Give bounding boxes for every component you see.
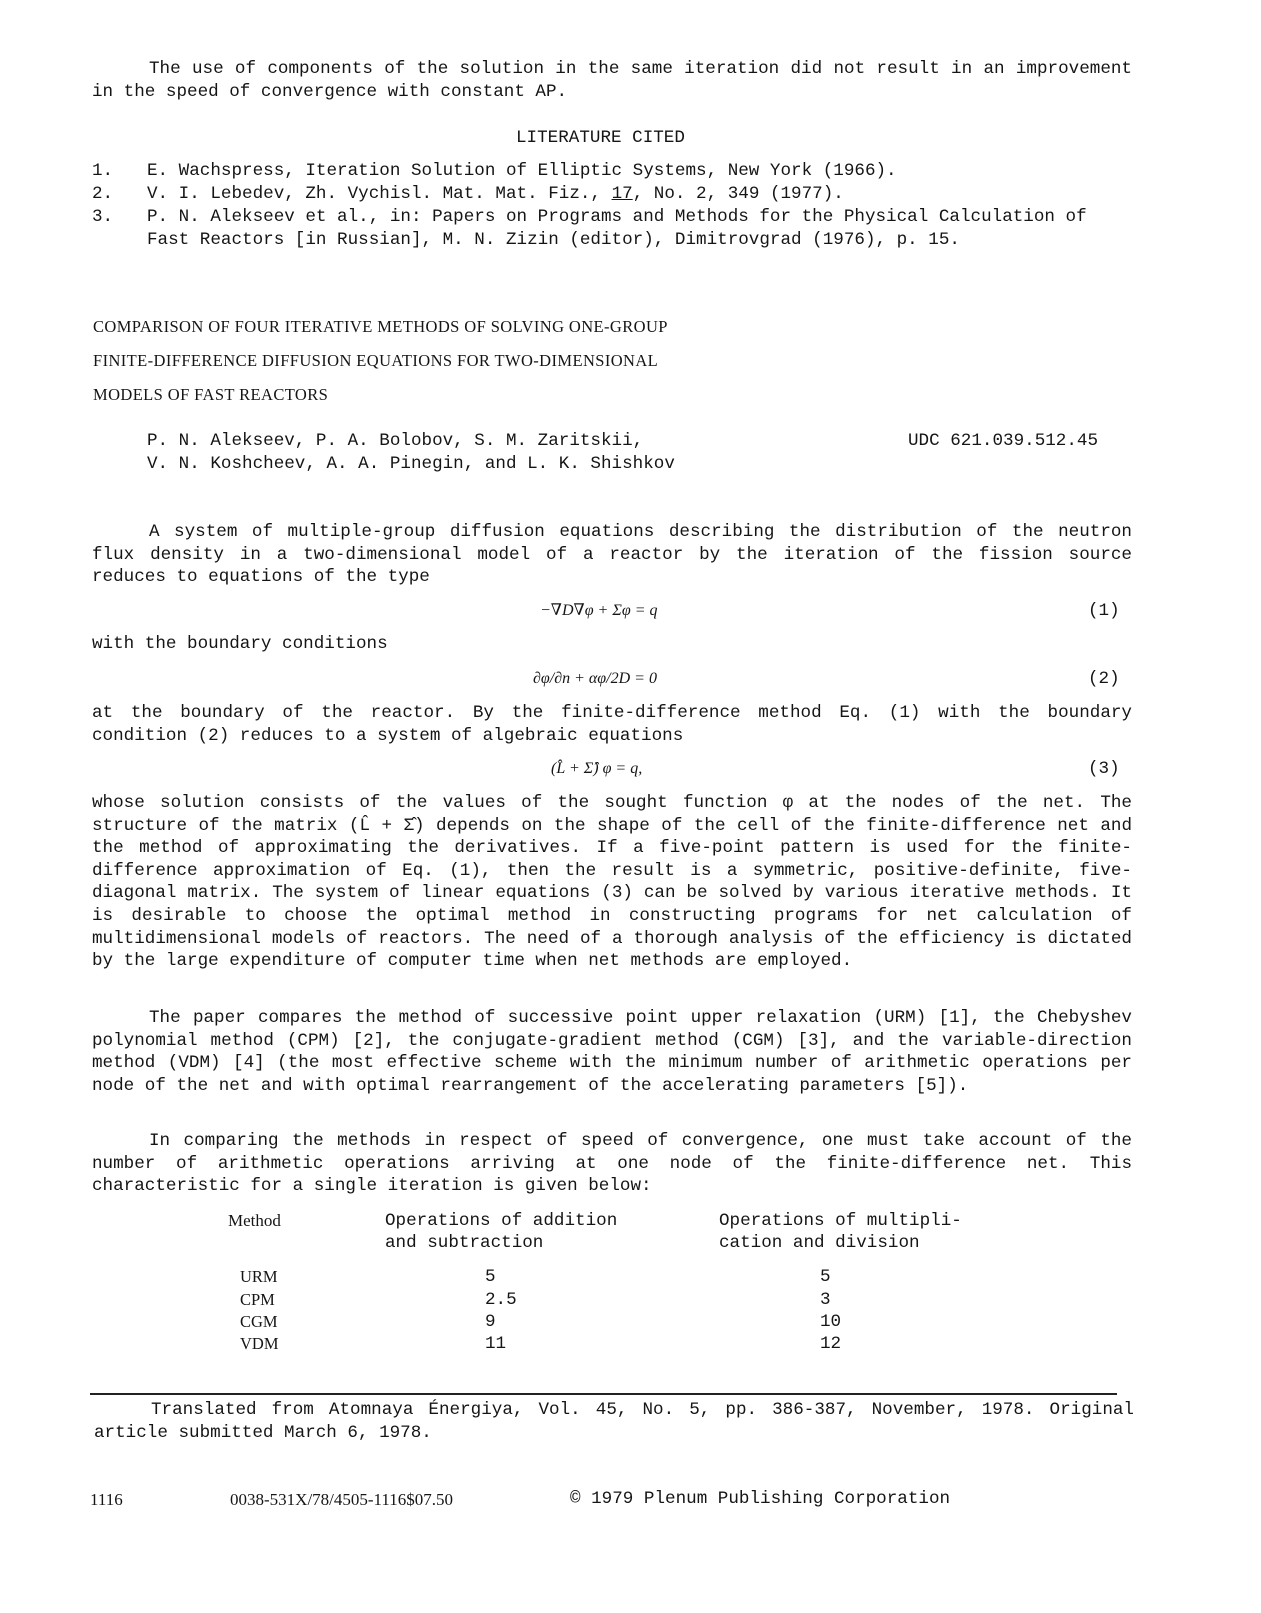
ref-number: 2. <box>92 184 114 204</box>
table-cell-method: CGM <box>240 1312 278 1331</box>
table-header: Method <box>228 1211 281 1230</box>
article-title-line: COMPARISON OF FOUR ITERATIVE METHODS OF SOLVING ONE-GROUP <box>93 317 668 336</box>
ref-number: 3. <box>92 207 114 227</box>
table-header: Operations of multipli- cation and division <box>719 1211 962 1253</box>
body-text: with the boundary conditions <box>92 634 388 654</box>
table-cell: 12 <box>820 1334 842 1354</box>
equation-3: (L̂ + Σ̂) φ = q, <box>551 760 643 777</box>
ref-text: E. Wachspress, Iteration Solution of Elliptic Systems, New York (1966). <box>147 161 897 181</box>
udc-code: UDC 621.039.512.45 <box>908 431 1099 451</box>
literature-heading: LITERATURE CITED <box>516 128 685 148</box>
body-paragraph: whose solution consists of the values of the sought function φ at the nodes of the net. The structure of the matrix (L̂ + Σ̂) depends on the shape of the cell of the finite-difference net and the method of approximating the derivatives. If a five-point pattern is used for the finite-difference approximation of Eq. (1), then the result is a symmetric, positive-definite, five-diagonal matrix. The system of linear equations (3) can be solved by various iterative methods. It is desirable to choose the optimal method in constructing programs for net calculation of multidimensional models of reactors. The need of a thorough analysis of the efficiency is dictated by the large expenditure of computer time when net methods are employed. <box>92 793 1132 972</box>
copyright: © 1979 Plenum Publishing Corporation <box>570 1489 951 1509</box>
table-cell: 9 <box>485 1312 496 1332</box>
table-cell-method: CPM <box>240 1290 275 1309</box>
ref-volume: 17 <box>611 184 633 204</box>
intro-paragraph: The use of components of the solution in the same iteration did not result in an improvement in the speed of convergence with constant AP. <box>92 59 1132 102</box>
footnote-rule <box>90 1393 1117 1395</box>
table-cell: 10 <box>820 1312 842 1332</box>
body-paragraph: In comparing the methods in respect of speed of convergence, one must take account of the number of arithmetic operations arriving at one node of the finite-difference net. This characteristic for a single iteration is given below: <box>92 1131 1132 1197</box>
publication-code: 0038-531X/78/4505-1116$07.50 <box>230 1490 454 1509</box>
body-paragraph: The paper compares the method of successive point upper relaxation (URM) [1], the Chebyshev polynomial method (CPM) [2], the conjugate-gradient method (CGM) [3], and the variable-direction method (VDM) [4] (the most effective scheme with the minimum number of arithmetic operations per node of the net and with optimal rearrangement of the accelerating parameters [5]). <box>92 1008 1132 1096</box>
table-cell: 5 <box>820 1267 831 1287</box>
equation-number: (2) <box>1088 669 1120 689</box>
article-title-line: FINITE-DIFFERENCE DIFFUSION EQUATIONS FOR TWO-DIMENSIONAL <box>93 351 659 370</box>
table-cell-method: VDM <box>240 1334 279 1353</box>
ref-text: P. N. Alekseev et al., in: Papers on Programs and Methods for the Physical Calculation of Fast Reactors [in Russian], M. N. Zizin (editor), Dimitrovgrad (1976), p. 15. <box>147 207 1087 250</box>
equation-2: ∂φ/∂n + αφ/2D = 0 <box>533 670 657 687</box>
equation-number: (1) <box>1088 601 1120 621</box>
table-cell: 11 <box>485 1334 507 1354</box>
ref-text: V. I. Lebedev, Zh. Vychisl. Mat. Mat. Fiz., 17, No. 2, 349 (1977). <box>147 184 844 204</box>
authors-line: P. N. Alekseev, P. A. Bolobov, S. M. Zaritskii, <box>147 431 644 451</box>
page-number: 1116 <box>90 1490 123 1509</box>
equation-1: −∇D∇φ + Σφ = q <box>540 602 658 619</box>
table-cell-method: URM <box>240 1267 278 1286</box>
authors-line: V. N. Koshcheev, A. A. Pinegin, and L. K. Shishkov <box>147 454 675 474</box>
table-cell: 3 <box>820 1290 831 1310</box>
body-paragraph: at the boundary of the reactor. By the finite-difference method Eq. (1) with the boundary condition (2) reduces to a system of algebraic equations <box>92 703 1132 746</box>
table-header: Operations of addition and subtraction <box>385 1211 618 1253</box>
equation-number: (3) <box>1088 759 1120 779</box>
ref-number: 1. <box>92 161 114 181</box>
body-paragraph: A system of multiple-group diffusion equations describing the distribution of the neutron flux density in a two-dimensional model of a reactor by the iteration of the fission source reduces to equations of the type <box>92 522 1132 588</box>
article-title-line: MODELS OF FAST REACTORS <box>93 385 329 404</box>
footnote-text: Translated from Atomnaya Énergiya, Vol. 45, No. 5, pp. 386-387, November, 1978. Original article submitted March 6, 1978. <box>94 1400 1134 1443</box>
table-cell: 2.5 <box>485 1290 517 1310</box>
table-cell: 5 <box>485 1267 496 1287</box>
